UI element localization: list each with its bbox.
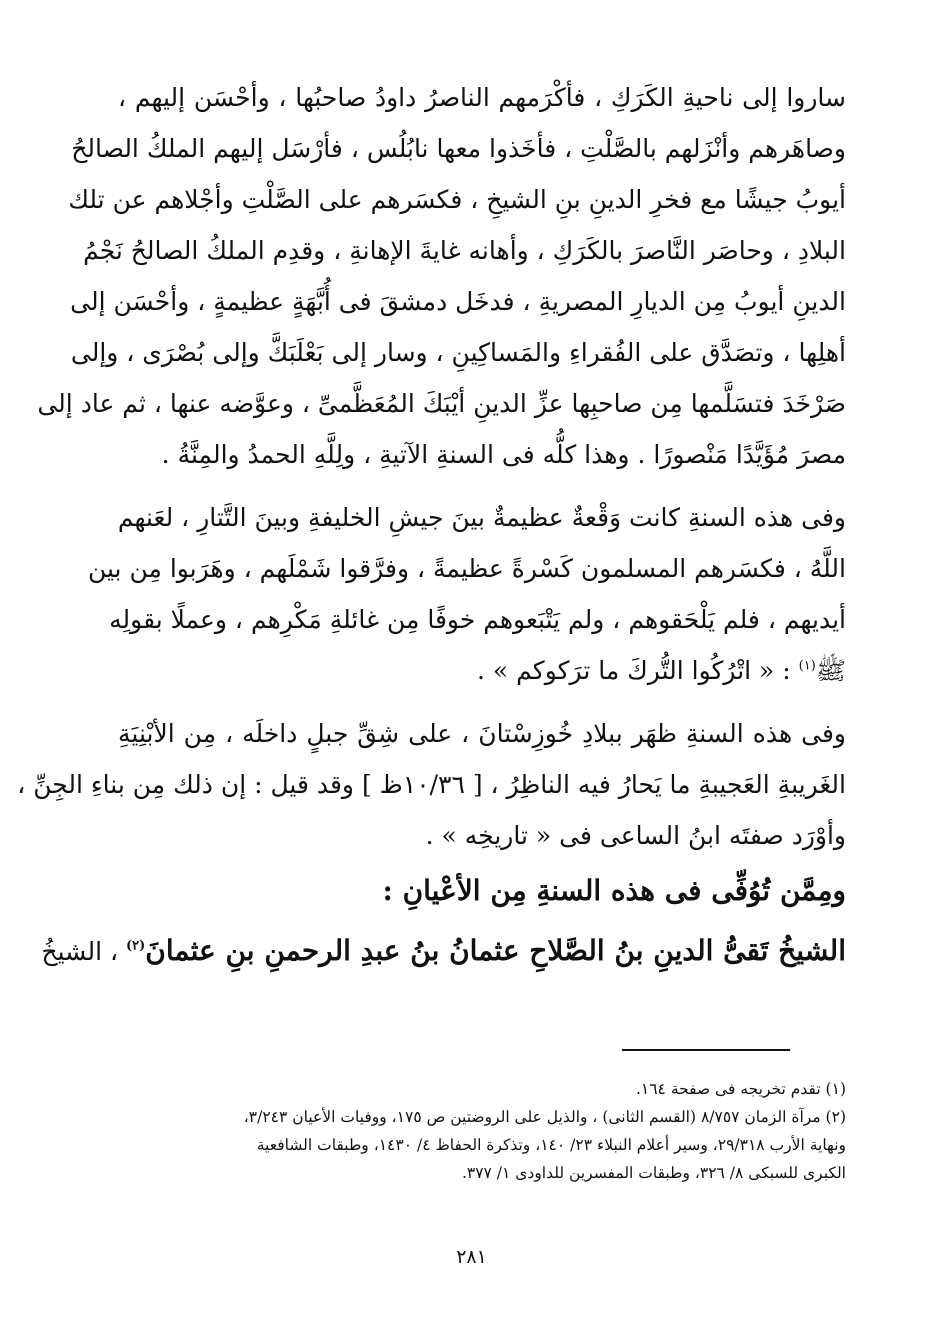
obituary-continuation: ، الشيخُ — [41, 937, 126, 966]
paragraph-3 — [17, 708, 846, 861]
paragraph-2 — [87, 492, 846, 696]
text-line: صَرْخَدَ فتسَلَّمها مِن صاحبِها عزِّ الدينِ أيْبَكَ المُعَظَّمىِّ ، وعوَّضه عنها ، ثم عاد إلى — [37, 389, 846, 418]
obituary-name: الشيخُ تَقىُّ الدينِ بنُ الصَّلاحِ عثمانُ بنُ عبدِ الرحمنِ بنِ عثمانَ — [145, 934, 846, 967]
text-line: ساروا إلى ناحيةِ الكَرَكِ ، فأكْرَمهم الناصرُ داودُ صاحبُها ، وأحْسَن إليهم ، — [118, 83, 846, 112]
footnotes — [118, 1075, 846, 1187]
text-line: أيديهم ، فلم يَلْحَقوهم ، ولم يَتْبَعوهم خوفًا مِن غائلةِ مَكْرِهم ، وعملًا بقولِه — [109, 605, 846, 634]
text-line — [118, 645, 846, 696]
footnote-divider — [622, 1049, 790, 1051]
main-text — [17, 72, 846, 981]
text-line: البلادِ ، وحاصَر النَّاصرَ بالكَرَكِ ، وأهانه غايةَ الإهانةِ ، وقدِم الملكُ الصالحُ نَجْمُ — [83, 236, 846, 265]
text-line: وفى هذه السنةِ كانت وَقْعةٌ عظيمةٌ بينَ جيشِ الخليفةِ وبينَ التَّتارِ ، لعَنهم — [117, 503, 846, 532]
footnote-line: (٢) مرآة الزمان ٨/٧٥٧ (القسم الثانى) ، والذيل على الروضتين ص ١٧٥، ووفيات الأعيان ٣/٢٤٣، — [243, 1108, 846, 1126]
text-line: الدينِ أيوبُ مِن الديارِ المصريةِ ، فدخَل دمشقَ فى أُبَّهَةٍ عظيمةٍ ، وأحْسَن إلى — [70, 287, 846, 316]
obituary-line — [41, 921, 846, 981]
text-line: أيوبُ جيشًا مع فخرِ الدينِ بنِ الشيخِ ، فكسَرهم على الصَّلْتِ وأجْلاهم عن تلك — [68, 185, 846, 214]
text-line: اللَّهُ ، فكسَرهم المسلمون كَسْرةً عظيمةً ، وفرَّقوا شَمْلَهم ، وهَرَبوا مِن بين — [87, 554, 846, 583]
footnote-line: ونهاية الأرب ٢٩/٣١٨، وسير أعلام النبلاء ٢٣/ ١٤٠، وتذكرة الحفاظ ٤/ ١٤٣٠، وطبقات الشافعية — [256, 1136, 846, 1154]
footnote-line: (١) تقدم تخريجه فى صفحة ١٦٤. — [635, 1080, 846, 1098]
text-line: مصرَ مُؤَيَّدًا مَنْصورًا . وهذا كلُّه فى السنةِ الآتيةِ ، ولِلَّهِ الحمدُ والمِنَّةُ . — [161, 440, 846, 469]
paragraph-1 — [37, 72, 846, 480]
text-line: وصاهَرهم وأنْزَلهم بالصَّلْتِ ، فأخَذوا معها نابُلُس ، فأرْسَل إليهم الملكُ الصالحُ — [71, 134, 846, 163]
text-line: أهلِها ، وتصَدَّق على الفُقراءِ والمَساكِينِ ، وسار إلى بَعْلَبَكَّ وإلى بُصْرَى ، وإلى — [70, 338, 846, 367]
footnote-ref: (١) — [798, 658, 816, 674]
honorific-glyph: ﷺ — [815, 656, 846, 685]
text-line: الغَريبةِ العَجيبةِ ما يَحارُ فيه الناظِرُ ، [ ١٠/٣٦ظ ] وقد قيل : إن ذلك مِن بناءِ الجِنِّ ، — [17, 770, 846, 799]
section-heading: ومِمَّن تُوُفِّى فى هذه السنةِ مِن الأعْيانِ : — [382, 874, 846, 907]
text-line: وفى هذه السنةِ ظهَر ببلادِ خُوزِسْتانَ ، على شِقِّ جبلٍ داخلَه ، مِن الأبْنِيَةِ — [118, 719, 846, 748]
hadith-quote: : « اتْرُكُوا التُّركَ ما ترَكوكم » . — [477, 656, 799, 685]
footnote-ref: (٢) — [126, 938, 146, 954]
text-line: وأوْرَد صفتَه ابنُ الساعى فى « تاريخِه » . — [425, 821, 846, 850]
page-number: ٢٨١ — [456, 1246, 487, 1268]
footnote-line: الكبرى للسبكى ٨/ ٣٢٦، وطبقات المفسرين للداودى ١/ ٣٧٧. — [461, 1164, 846, 1182]
